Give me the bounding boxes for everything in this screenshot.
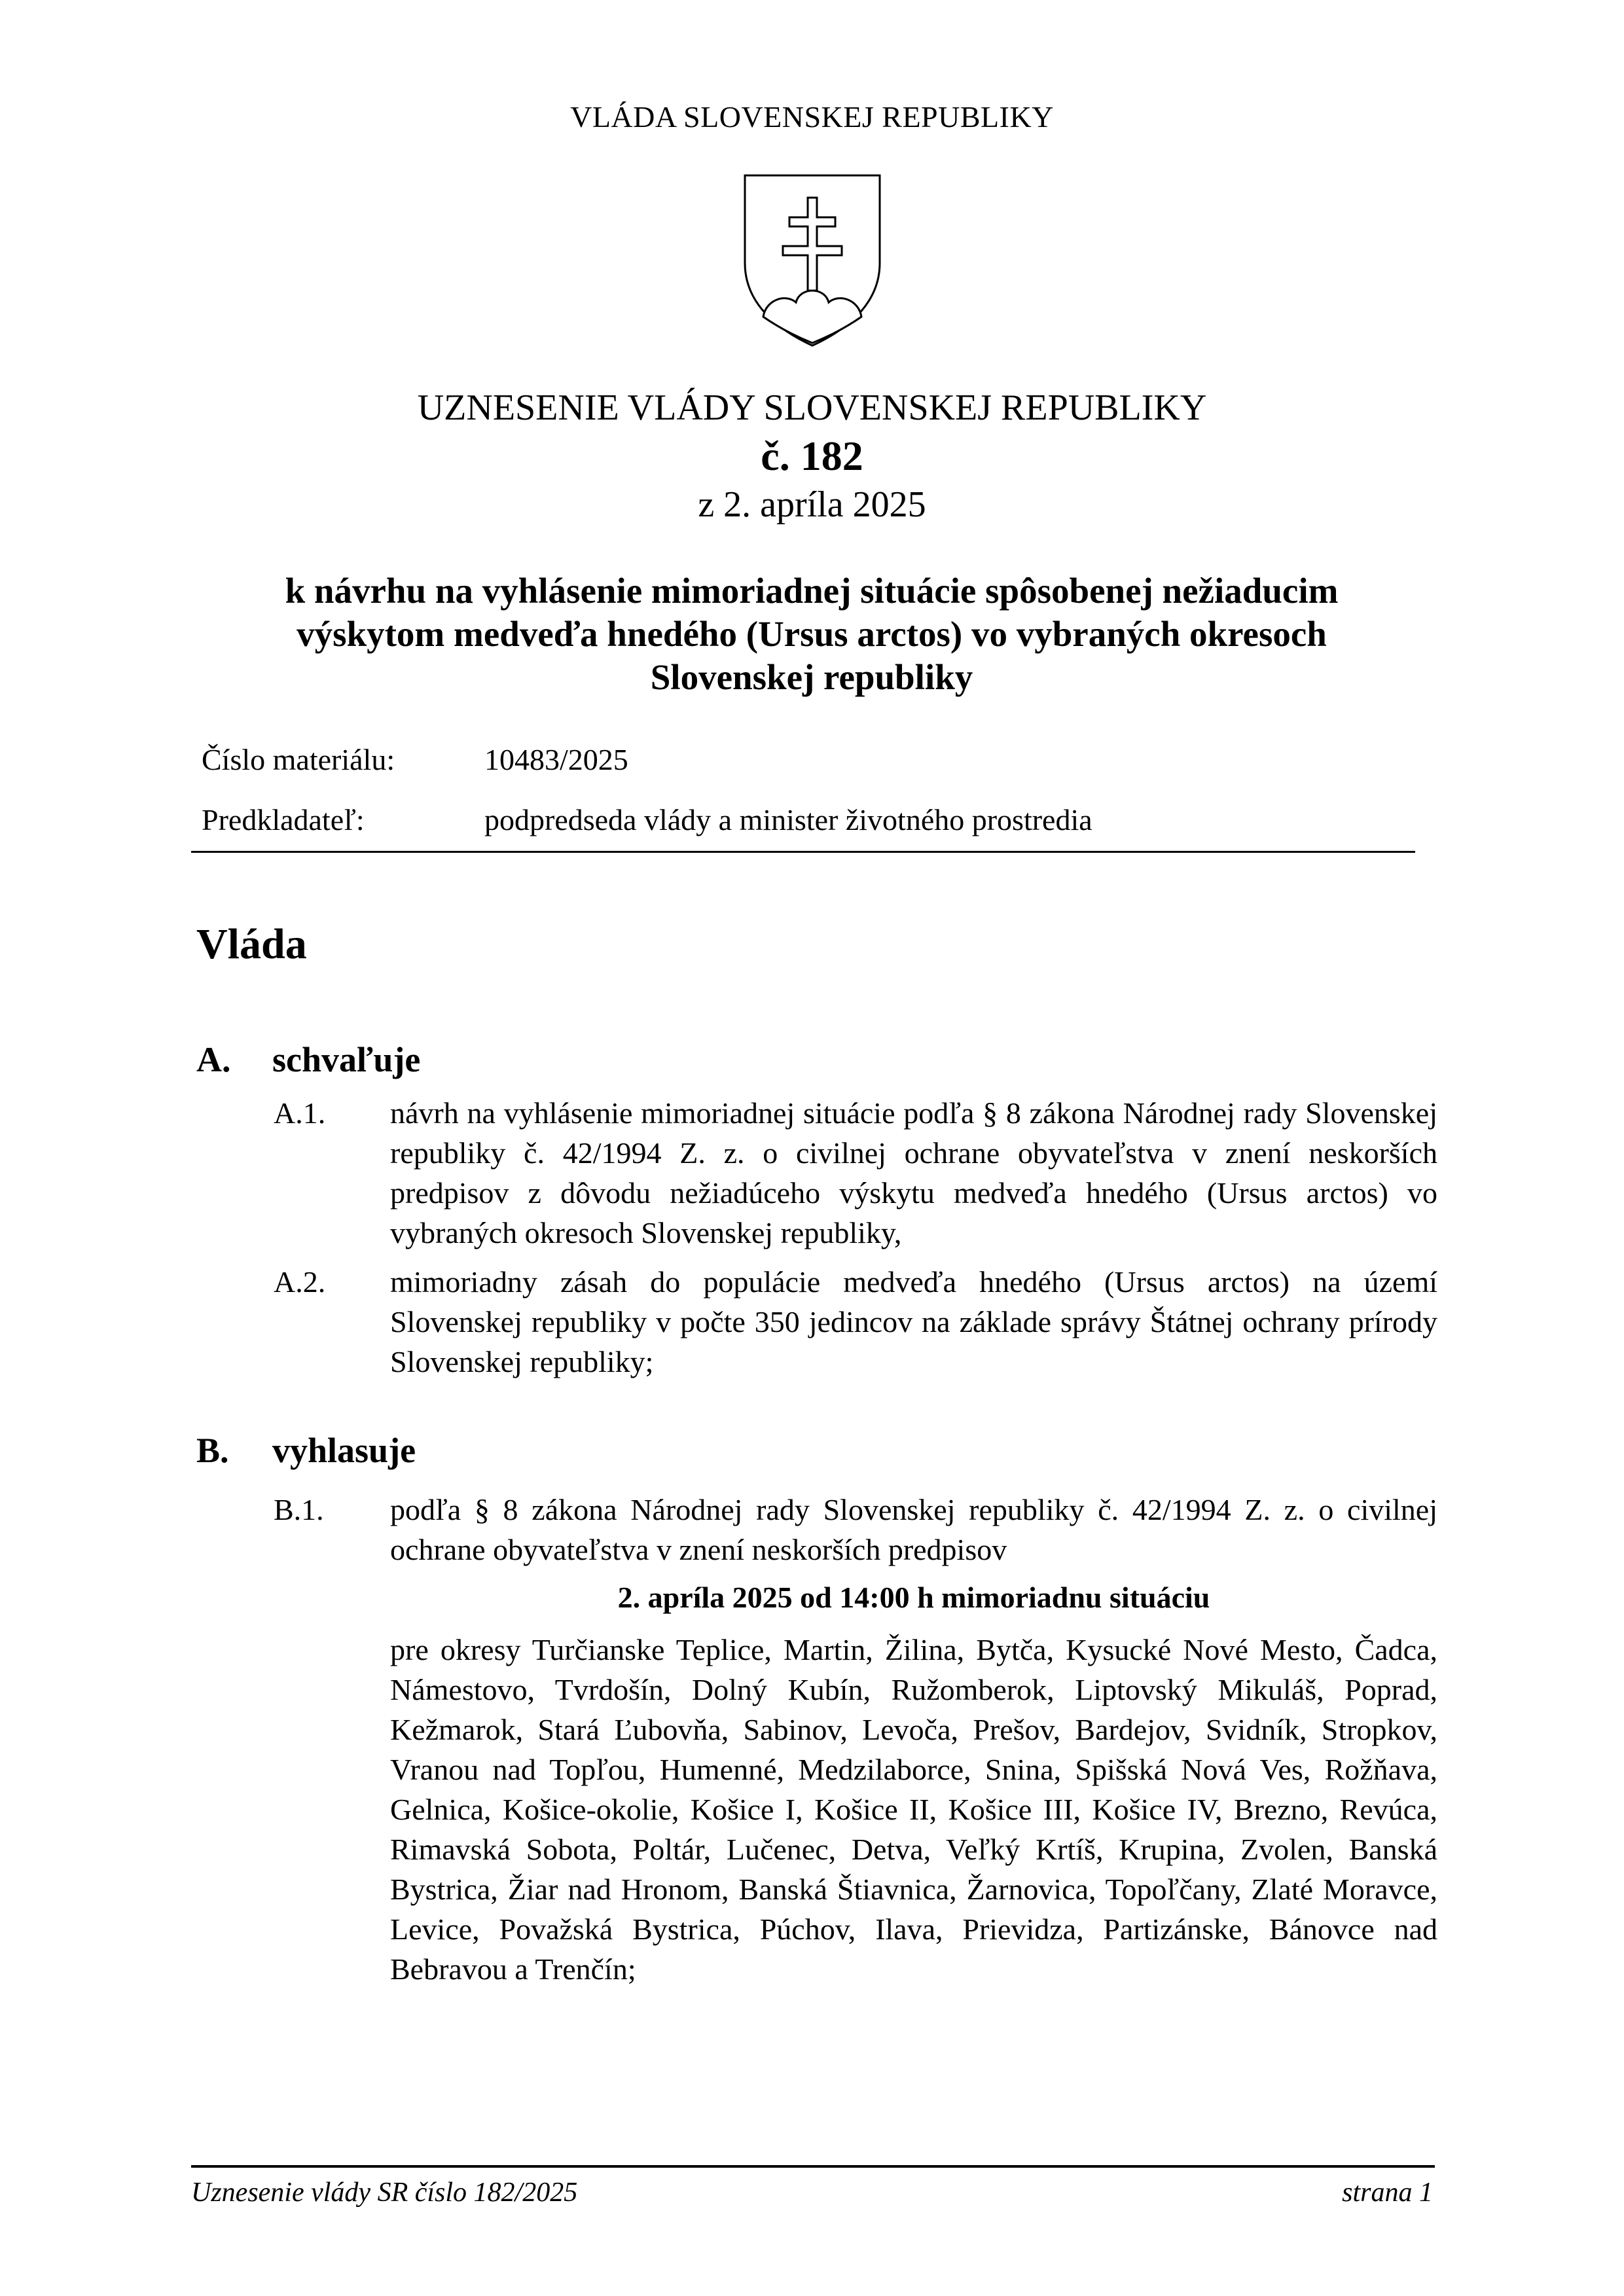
material-number-label: Číslo materiálu: [202,743,395,776]
item-b1-number: B.1. [274,1493,324,1526]
footer-page-number: strana 1 [1342,2178,1433,2208]
section-a-verb: schvaľuje [272,1040,421,1079]
resolution-date: z 2. apríla 2025 [698,484,926,525]
item-a1-number: A.1. [274,1096,326,1130]
resolution-title-block [0,385,1624,528]
item-a2-text: mimoriadny zásah do populácie medveďa hnedého (Ursus arctos) na území Slovenskej republiky v počte 350 jedincov na základe správy Štátnej ochrany prírody Slovenskej republiky; [390,1265,1437,1378]
footer-divider [191,2165,1435,2168]
resolution-title: UZNESENIE VLÁDY SLOVENSKEJ REPUBLIKY [417,387,1207,428]
item-a1-text: návrh na vyhlásenie mimoriadnej situácie podľa § 8 zákona Národnej rady Slovenskej republiky č. 42/1994 Z. z. o civilnej ochrane obyvateľstva v znení neskorších predpisov z dôvodu nežiadúceho výskytu medveďa hnedého (Ursus arctos) vo vybraných okresoch Slovenskej republiky, [390,1096,1437,1249]
government-header: VLÁDA SLOVENSKEJ REPUBLIKY [570,100,1054,134]
section-b-verb: vyhlasuje [272,1431,416,1470]
footer-document-reference: Uznesenie vlády SR číslo 182/2025 [191,2178,578,2208]
resolution-number: č. 182 [761,433,863,479]
item-b1-text: podľa § 8 zákona Národnej rady Slovenskej republiky č. 42/1994 Z. z. o civilnej ochrane obyvateľstva v znení neskorších predpisov [390,1493,1437,1566]
header-divider [191,851,1415,853]
item-a2-number: A.2. [274,1265,326,1299]
districts-list: pre okresy Turčianske Teplice, Martin, Žilina, Bytča, Kysucké Nové Mesto, Čadca, Námestovo, Tvrdošín, Dolný Kubín, Ružomberok, Liptovský Mikuláš, Poprad, Kežmarok, Stará Ľubovňa, Sabinov, Levoča, Prešov, Bardejov, Svidník, Stropkov, Vranou nad Topľou, Humenné, Medzilaborce, Snina, Spišská Nová Ves, Rožňava, Gelnica, Košice-okolie, Košice I, Košice II, Košice III, Košice IV, Brezno, Revúca, Rimavská Sobota, Poltár, Lučenec, Detva, Veľký Krtíš, Krupina, Zvolen, Banská Bystrica, Žiar nad Hronom, Banská Štiavnica, Žarnovica, Topoľčany, Zlaté Moravce, Levice, Považská Bystrica, Púchov, Ilava, Prievidza, Partizánske, Bánovce nad Bebravou a Trenčín; [390,1633,1437,1986]
material-number-value: 10483/2025 [484,743,628,776]
body-heading: Vláda [196,920,307,968]
subject-line-1: k návrhu na vyhlásenie mimoriadnej situácie spôsobenej nežiaducim [285,571,1339,611]
submitter-value: podpredseda vlády a minister životného prostredia [484,803,1092,836]
section-a-letter: A. [196,1040,231,1079]
submitter-label: Predkladateľ: [202,803,365,836]
emergency-declaration-date: 2. apríla 2025 od 14:00 h mimoriadnu situáciu [617,1581,1210,1614]
subject-line-2: výskytom medveďa hnedého (Ursus arctos) vo vybraných okresoch [297,614,1327,654]
section-b-letter: B. [196,1431,229,1470]
subject-line-3: Slovenskej republiky [650,657,973,697]
resolution-subject [196,569,1427,699]
coat-of-arms-icon [740,171,885,350]
